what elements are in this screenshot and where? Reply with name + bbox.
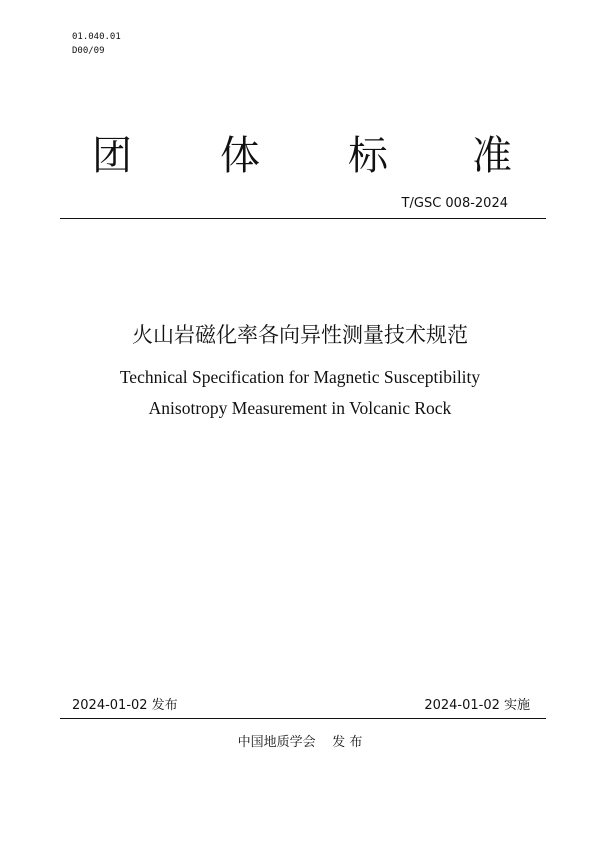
header-divider (60, 218, 546, 219)
standard-type-title (60, 128, 546, 184)
classification-codes (72, 30, 121, 58)
ccs-code: D00/09 (72, 46, 105, 56)
title-char: 准 (472, 133, 512, 179)
document-title-english-line1: Technical Specification for Magnetic Susceptibility (119, 367, 481, 387)
title-char: 团 (92, 133, 132, 179)
footer-divider (60, 718, 546, 719)
document-title-english-line2: Anisotropy Measurement in Volcanic Rock (148, 398, 452, 418)
issue-date: 2024-01-02 发布 (72, 698, 178, 713)
ics-code: 01.040.01 (72, 32, 121, 42)
publisher: 中国地质学会 发 布 (237, 735, 363, 750)
title-char: 体 (220, 133, 260, 179)
document-title-chinese: 火山岩磁化率各向异性测量技术规范 (132, 323, 468, 347)
title-char: 标 (348, 133, 388, 179)
standard-number: T/GSC 008-2024 (401, 196, 508, 211)
implementation-date: 2024-01-02 实施 (424, 698, 530, 713)
